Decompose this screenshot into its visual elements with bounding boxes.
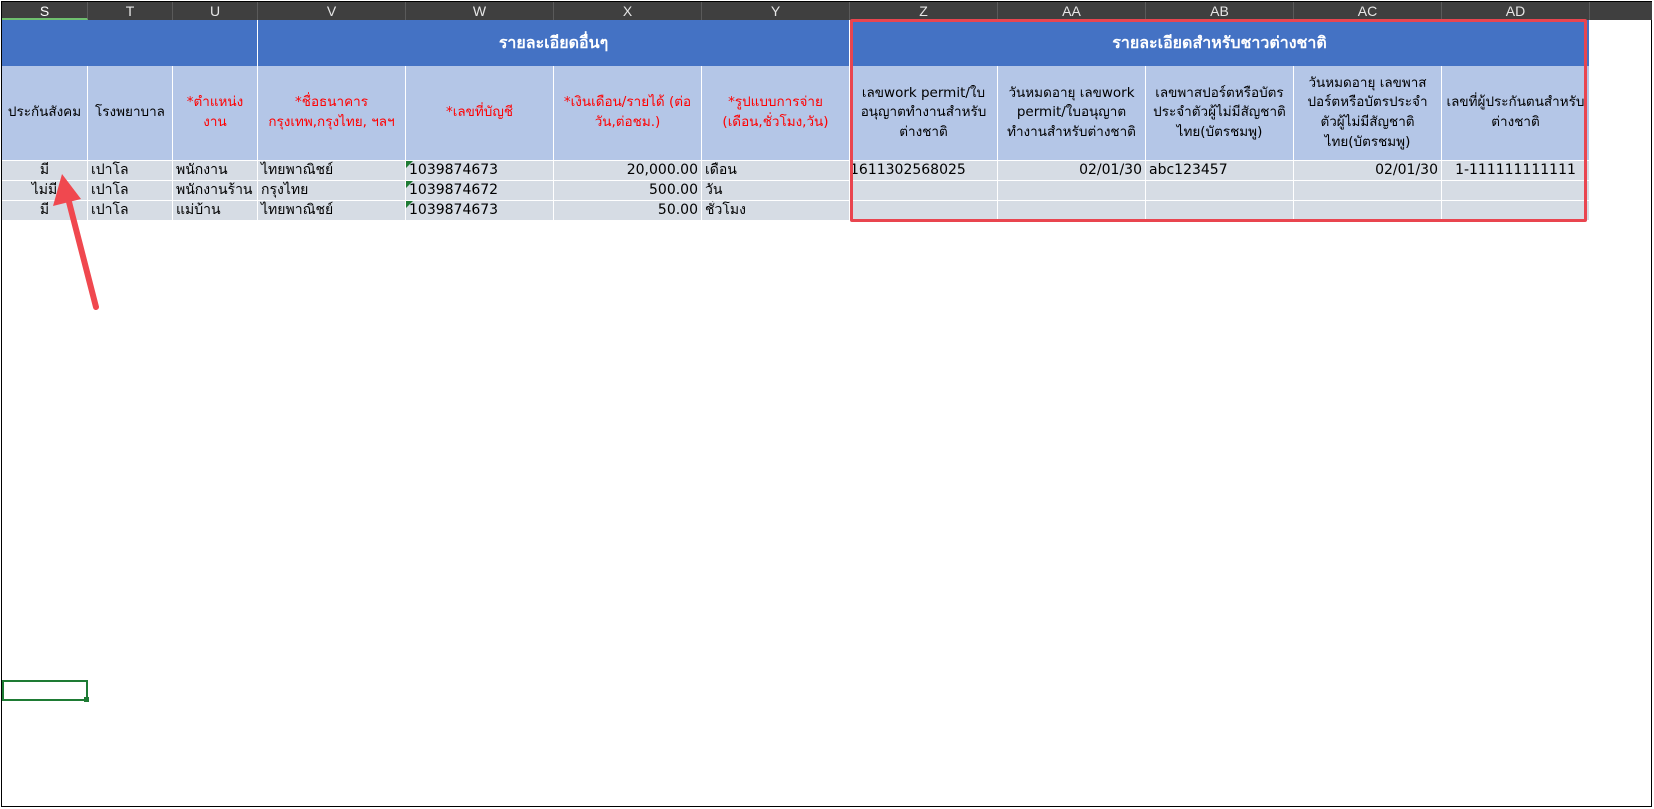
cell-passport-number[interactable]: abc123457 <box>1146 161 1294 181</box>
cell-account-number[interactable] <box>406 181 554 201</box>
cell-account-number[interactable] <box>406 161 554 181</box>
header-work-permit-number[interactable]: เลขwork permit/ใบอนุญาตทำงานสำหรับต่างชาติ <box>850 66 998 161</box>
header-passport-expiry[interactable]: วันหมดอายุ เลขพาสปอร์ตหรือบัตรประจำตัวผู้ไม่มีสัญชาติไทย(บัตรชมพู) <box>1294 66 1442 161</box>
cell-social-security[interactable]: ไม่มี <box>2 181 88 201</box>
selected-cell[interactable] <box>2 680 88 701</box>
cell-position[interactable]: พนักงานร้าน <box>173 181 258 201</box>
cell-bank-name[interactable]: ไทยพาณิชย์ <box>258 201 406 221</box>
cell-social-security[interactable]: มี <box>2 161 88 181</box>
error-indicator-icon <box>406 181 413 188</box>
cell-salary[interactable]: 50.00 <box>554 201 702 221</box>
cell-account-number-text: 1039874672 <box>409 182 499 198</box>
column-header-bar <box>2 2 1652 20</box>
header-salary[interactable]: *เงินเดือน/รายได้ (ต่อวัน,ต่อชม.) <box>554 66 702 161</box>
header-foreign-insured-number[interactable]: เลขที่ผู้ประกันตนสำหรับต่างชาติ <box>1442 66 1590 161</box>
header-work-permit-expiry[interactable]: วันหมดอายุ เลขwork permit/ใบอนุญาตทำงานสำหรับต่างชาติ <box>998 66 1146 161</box>
header-passport-number[interactable]: เลขพาสปอร์ตหรือบัตรประจำตัวผู้ไม่มีสัญชาติไทย(บัตรชมพู) <box>1146 66 1294 161</box>
header-position[interactable]: *ตำแหน่งงาน <box>173 66 258 161</box>
cell-position[interactable]: พนักงาน <box>173 161 258 181</box>
cell-bank-name[interactable]: กรุงไทย <box>258 181 406 201</box>
cell-hospital[interactable]: เปาโล <box>88 161 173 181</box>
cell-account-number-text: 1039874673 <box>409 162 499 178</box>
cell-position[interactable]: แม่บ้าน <box>173 201 258 221</box>
cell-foreign-insured-number[interactable]: 1-111111111111 <box>1442 161 1590 181</box>
column-header-ab[interactable]: AB <box>1146 2 1294 20</box>
group-header-foreigner-details[interactable]: รายละเอียดสำหรับชาวต่างชาติ <box>850 20 1590 66</box>
highlight-box <box>850 19 1587 222</box>
header-pay-type[interactable]: *รูปแบบการจ่าย (เดือน,ชั่วโมง,วัน) <box>702 66 850 161</box>
column-header-t[interactable]: T <box>88 2 173 20</box>
cell-hospital[interactable]: เปาโล <box>88 181 173 201</box>
error-indicator-icon <box>406 201 413 208</box>
annotation-arrow-icon <box>50 168 110 318</box>
column-header-aa[interactable]: AA <box>998 2 1146 20</box>
cell-bank-name[interactable]: ไทยพาณิชย์ <box>258 161 406 181</box>
cell-pay-type[interactable]: วัน <box>702 181 850 201</box>
cell-hospital[interactable]: เปาโล <box>88 201 173 221</box>
cell-account-number[interactable] <box>406 201 554 221</box>
column-header-v[interactable]: V <box>258 2 406 20</box>
cell-account-number-text: 1039874673 <box>409 202 499 218</box>
cell-passport-expiry[interactable]: 02/01/30 <box>1294 161 1442 181</box>
header-account-number[interactable]: *เลขที่บัญชี <box>406 66 554 161</box>
column-header-s[interactable]: S <box>2 2 88 20</box>
band-empty[interactable] <box>2 20 258 66</box>
column-header-u[interactable]: U <box>173 2 258 20</box>
column-header-ac[interactable]: AC <box>1294 2 1442 20</box>
cell-salary[interactable]: 20,000.00 <box>554 161 702 181</box>
cell-social-security[interactable]: มี <box>2 201 88 221</box>
cell-pay-type[interactable]: เดือน <box>702 161 850 181</box>
cell-pay-type[interactable]: ชั่วโมง <box>702 201 850 221</box>
column-header-z[interactable]: Z <box>850 2 998 20</box>
column-header-w[interactable]: W <box>406 2 554 20</box>
column-header-x[interactable]: X <box>554 2 702 20</box>
column-header-ad[interactable]: AD <box>1442 2 1590 20</box>
column-header-y[interactable]: Y <box>702 2 850 20</box>
error-indicator-icon <box>406 161 413 168</box>
header-hospital[interactable]: โรงพยาบาล <box>88 66 173 161</box>
cell-work-permit-expiry[interactable]: 02/01/30 <box>998 161 1146 181</box>
fill-handle[interactable] <box>84 697 89 702</box>
header-social-security[interactable]: ประกันสังคม <box>2 66 88 161</box>
cell-work-permit-number[interactable]: 1611302568025 <box>850 161 998 181</box>
header-bank-name[interactable]: *ชื่อธนาคาร กรุงเทพ,กรุงไทย, ฯลฯ <box>258 66 406 161</box>
group-header-other-details[interactable]: รายละเอียดอื่นๆ <box>258 20 850 66</box>
cell-salary[interactable]: 500.00 <box>554 181 702 201</box>
